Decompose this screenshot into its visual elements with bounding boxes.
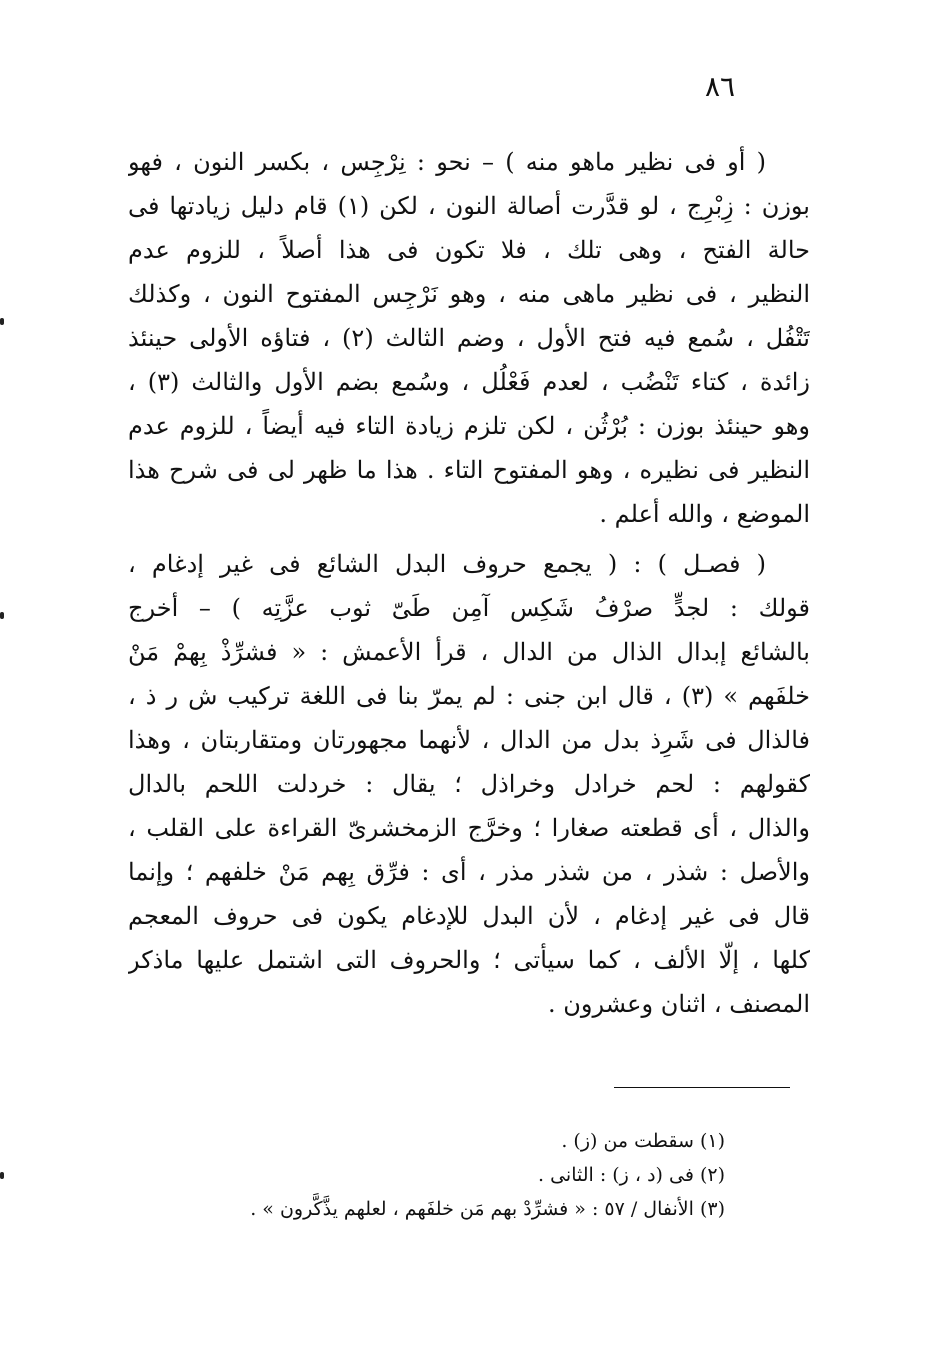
text-line: تَتْفُل ، سُمع فيه فتح الأول ، وضم الثالث (٢) ، فتاؤه الأولى حينئذ	[128, 324, 810, 352]
text-line: قولك : لجدٍّ صرْفُ شَكِس آمِن طَىّ ثوب عزَّتِه ) – أخرج	[128, 594, 810, 622]
margin-mark	[0, 612, 4, 619]
main-text	[128, 140, 810, 1026]
text-line: ( أو فى نظير ماهو منه ) – نحو : نِرْجِس ، بكسر النون ، فهو	[128, 148, 766, 176]
text-line: والأصل : شذر ، من شذر مذر ، أى : فرِّق بِهم مَنْ خلفهم ؛ وإنما	[128, 858, 810, 886]
footnote-separator	[614, 1087, 790, 1088]
text-line: فالذال فى شَرِذ بدل من الدال ، لأنهما مجهورتان ومتقاربتان ، وهذا	[128, 726, 810, 754]
text-line: النظير فى نظيره ، وهو المفتوح التاء . هذا ما ظهر لى فى شرح هذا	[128, 456, 810, 484]
page-number: ٨٦	[704, 70, 736, 103]
margin-mark	[0, 318, 4, 325]
footnote-1: (١) سقطت من (ز) .	[561, 1130, 725, 1152]
text-line: ( فصـل ) : ( يجمع حروف البدل الشائع فى غير إدغام ،	[128, 550, 766, 578]
text-line: الموضع ، والله أعلم .	[599, 500, 810, 528]
text-line: بوزن : زِبْرِج ، لو قدَّرت أصالة النون ، لكن (١) قام دليل زيادتها فى	[128, 192, 810, 220]
text-line: خلفَهم » (٣) ، قال ابن جنى : لم يمرّ بنا فى اللغة تركيب ش ر ذ ،	[128, 682, 810, 710]
text-line: زائدة ، كتاء تَنْضُب ، لعدم فَعْلُل ، وسُمع بضم الأول والثالث (٣) ،	[128, 368, 810, 396]
text-line: النظير ، فى نظير ماهى منه ، وهو نَرْجِس المفتوح النون ، وكذلك	[128, 280, 810, 308]
footnote-3: (٣) الأنفال / ٥٧ : « فشرِّدْ بهم مَن خلفَهم ، لعلهم يذَّكَّرون » .	[250, 1198, 725, 1220]
footnote-2: (٢) فى (د ، ز) : الثانى .	[538, 1164, 725, 1186]
text-line: كلها ، إلّا الألف ، كما سيأتى ؛ والحروف التى اشتمل عليها ماذكر	[128, 946, 810, 974]
paragraph-1	[128, 140, 810, 536]
paragraph-2	[128, 542, 810, 1026]
text-line: بالشائع إبدال الذال من الدال ، قرأ الأعمش : « فشرِّذْ بِهمْ مَنْ	[128, 638, 810, 666]
text-line: كقولهم : لحم خرادل وخراذل ؛ يقال : خردلت اللحم بالدال	[128, 770, 810, 798]
text-line: حالة الفتح ، وهى تلك ، فلا تكون فى هذا أصلاً ، للزوم عدم	[128, 236, 810, 264]
text-line: والذال ، أى قطعته صغارا ؛ وخرَّج الزمخشرىّ القراءة على القلب ،	[128, 814, 810, 842]
text-line: المصنف ، اثنان وعشرون .	[548, 990, 810, 1018]
text-line: قال فى غير إدغام ، لأن البدل للإدغام يكون فى حروف المعجم	[128, 902, 810, 930]
footnotes	[160, 1124, 725, 1226]
margin-mark	[0, 1172, 4, 1179]
text-line: وهو حينئذ بوزن : بُرْثُن ، لكن تلزم زيادة التاء فيه أيضاً ، للزوم عدم	[128, 412, 810, 440]
